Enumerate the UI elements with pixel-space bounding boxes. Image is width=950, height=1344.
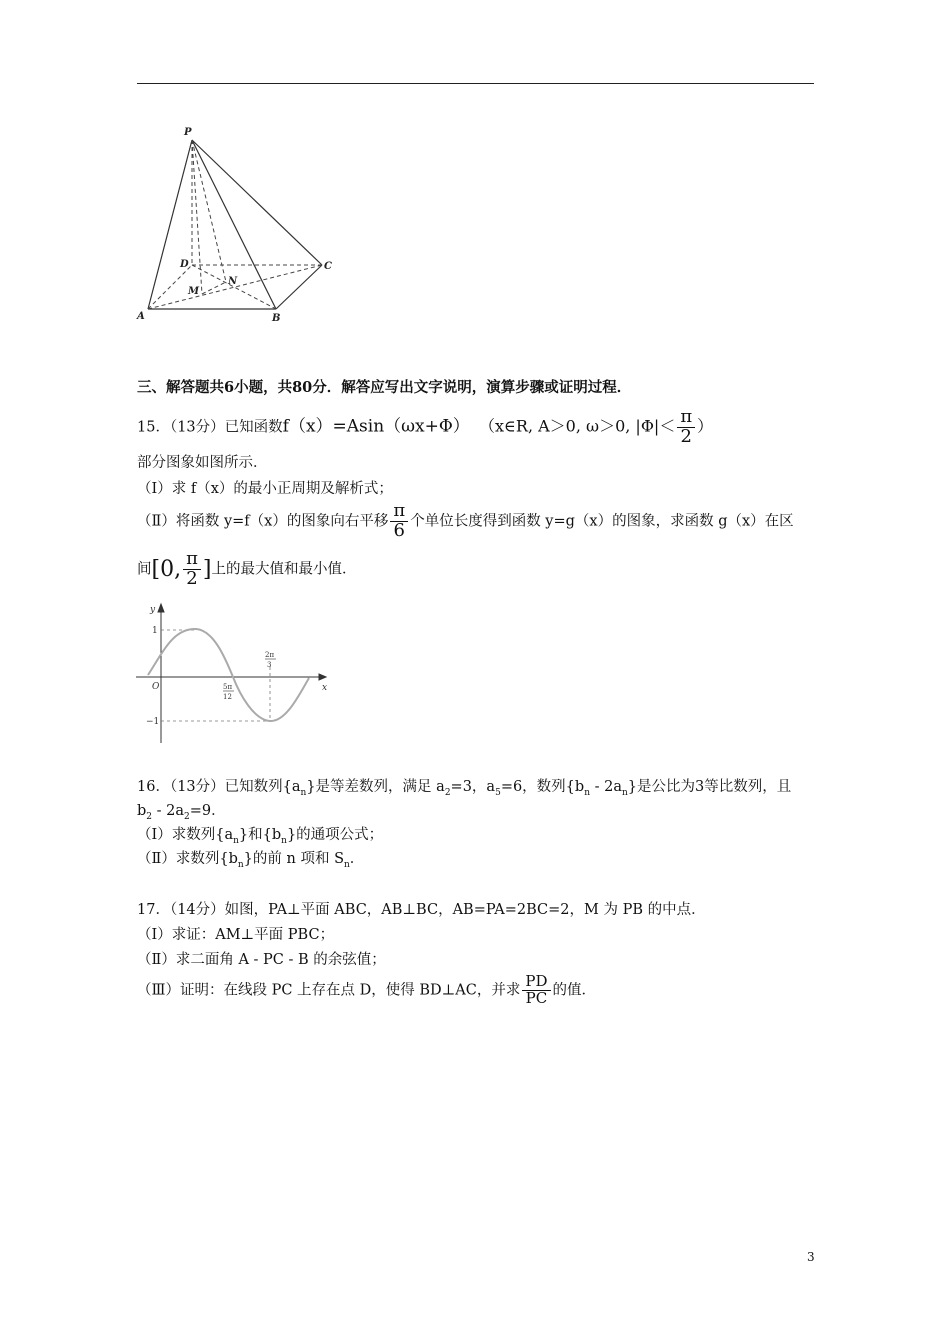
- edge-PM: [192, 140, 202, 294]
- section-3-heading: 三、解答题共6小题，共80分．解答应写出文字说明，演算步骤或证明过程．: [137, 379, 632, 396]
- x-axis-label: x: [322, 683, 328, 693]
- tick-5pi-den: 12: [223, 693, 232, 701]
- edge-MN: [202, 282, 226, 294]
- q16-part1: （Ⅰ）求数列$\{a_n\}$和$\{b_n\}$的通项公式；: [137, 827, 384, 846]
- x-axis-arrow: [319, 674, 326, 680]
- label-D: D: [180, 259, 189, 270]
- edge-BC: [276, 265, 322, 309]
- edge-DB: [192, 265, 276, 309]
- edge-AD: [148, 265, 192, 309]
- y-axis-arrow: [158, 604, 164, 612]
- label-M: M: [188, 286, 200, 297]
- q15-condition: （x∈R, A＞0, ω＞0, |Φ|＜: [479, 416, 676, 436]
- edge-PA: [148, 140, 192, 309]
- q15-close: ）: [697, 416, 714, 436]
- origin-label: O: [152, 682, 160, 692]
- y-axis-label: y: [150, 605, 156, 615]
- q17-part2: （Ⅱ）求二面角 A - PC - B 的余弦值；: [137, 952, 386, 968]
- page-number: 3: [807, 1250, 815, 1264]
- q17-part1: （Ⅰ）求证：AM⊥平面 PBC；: [137, 927, 335, 943]
- tick-2pi-den: 3: [267, 661, 272, 669]
- q15-function: f（x）=Asin（ωx+Φ）: [282, 416, 470, 437]
- pyramid-figure: [134, 122, 344, 327]
- q15-prefix: 15．（13分）已知函数: [137, 419, 283, 436]
- q16-line2: $b_2 - 2a_2=9$．: [137, 803, 226, 822]
- q17-line1: 17．（14分）如图，PA⊥平面 ABC，AB⊥BC，AB=PA=2BC=2，M 为 PB 的中点．: [137, 902, 706, 918]
- q16-part2: （Ⅱ）求数列$\{b_n\}$的前 n 项和 $S_n$．: [137, 851, 365, 870]
- q15-line1: [137, 408, 713, 447]
- q17-part3: （Ⅲ）证明：在线段 PC 上存在点 D，使得 BD⊥AC，并求 $\frac{PD}{PC}$ 的值．: [137, 972, 597, 1007]
- edge-PC: [192, 140, 322, 265]
- tick-5pi-num: 5π: [223, 683, 233, 691]
- label-N: N: [228, 276, 238, 287]
- y-min-label: −1: [146, 717, 160, 727]
- q16-line1: 16．（13分）已知数列$\{a_n\}$是等差数列，满足 $a_2=3$，$a_5=6$，数列$\{b_n - 2a_n\}$是公比为3等比数列，且: [137, 779, 792, 798]
- q15-part2-line2: 间[0, $\frac{\pi}{2}$ ]上的最大值和最小值．: [137, 548, 357, 589]
- q15-pi-over-2: $\frac{\pi}{2}$: [677, 408, 695, 447]
- tick-2pi-num: 2π: [265, 651, 275, 659]
- sine-graph: [134, 600, 344, 750]
- q17-pd-over-pc: $\frac{PD}{PC}$: [522, 974, 550, 1007]
- label-C: C: [324, 261, 332, 272]
- q15-part2-line1: （Ⅱ）将函数 y=f（x）的图象向右平移 $\frac{\pi}{6}$ 个单位长度得到函数 y=g（x）的图象，求函数 g（x）在区: [137, 500, 794, 541]
- label-P: P: [184, 127, 192, 138]
- header-rule: [137, 83, 814, 84]
- sine-curve: [148, 629, 309, 721]
- edge-AC: [148, 265, 322, 309]
- y-max-label: 1: [152, 626, 158, 636]
- q15-interval-pi-over-2: $\frac{\pi}{2}$: [183, 550, 201, 589]
- label-B: B: [272, 313, 281, 324]
- label-A: A: [137, 311, 145, 322]
- q15-pi-over-6: $\frac{\pi}{6}$: [390, 502, 408, 541]
- q15-line2: 部分图象如图所示．: [137, 455, 268, 471]
- q15-part1: （Ⅰ）求 f（x）的最小正周期及解析式；: [137, 481, 393, 497]
